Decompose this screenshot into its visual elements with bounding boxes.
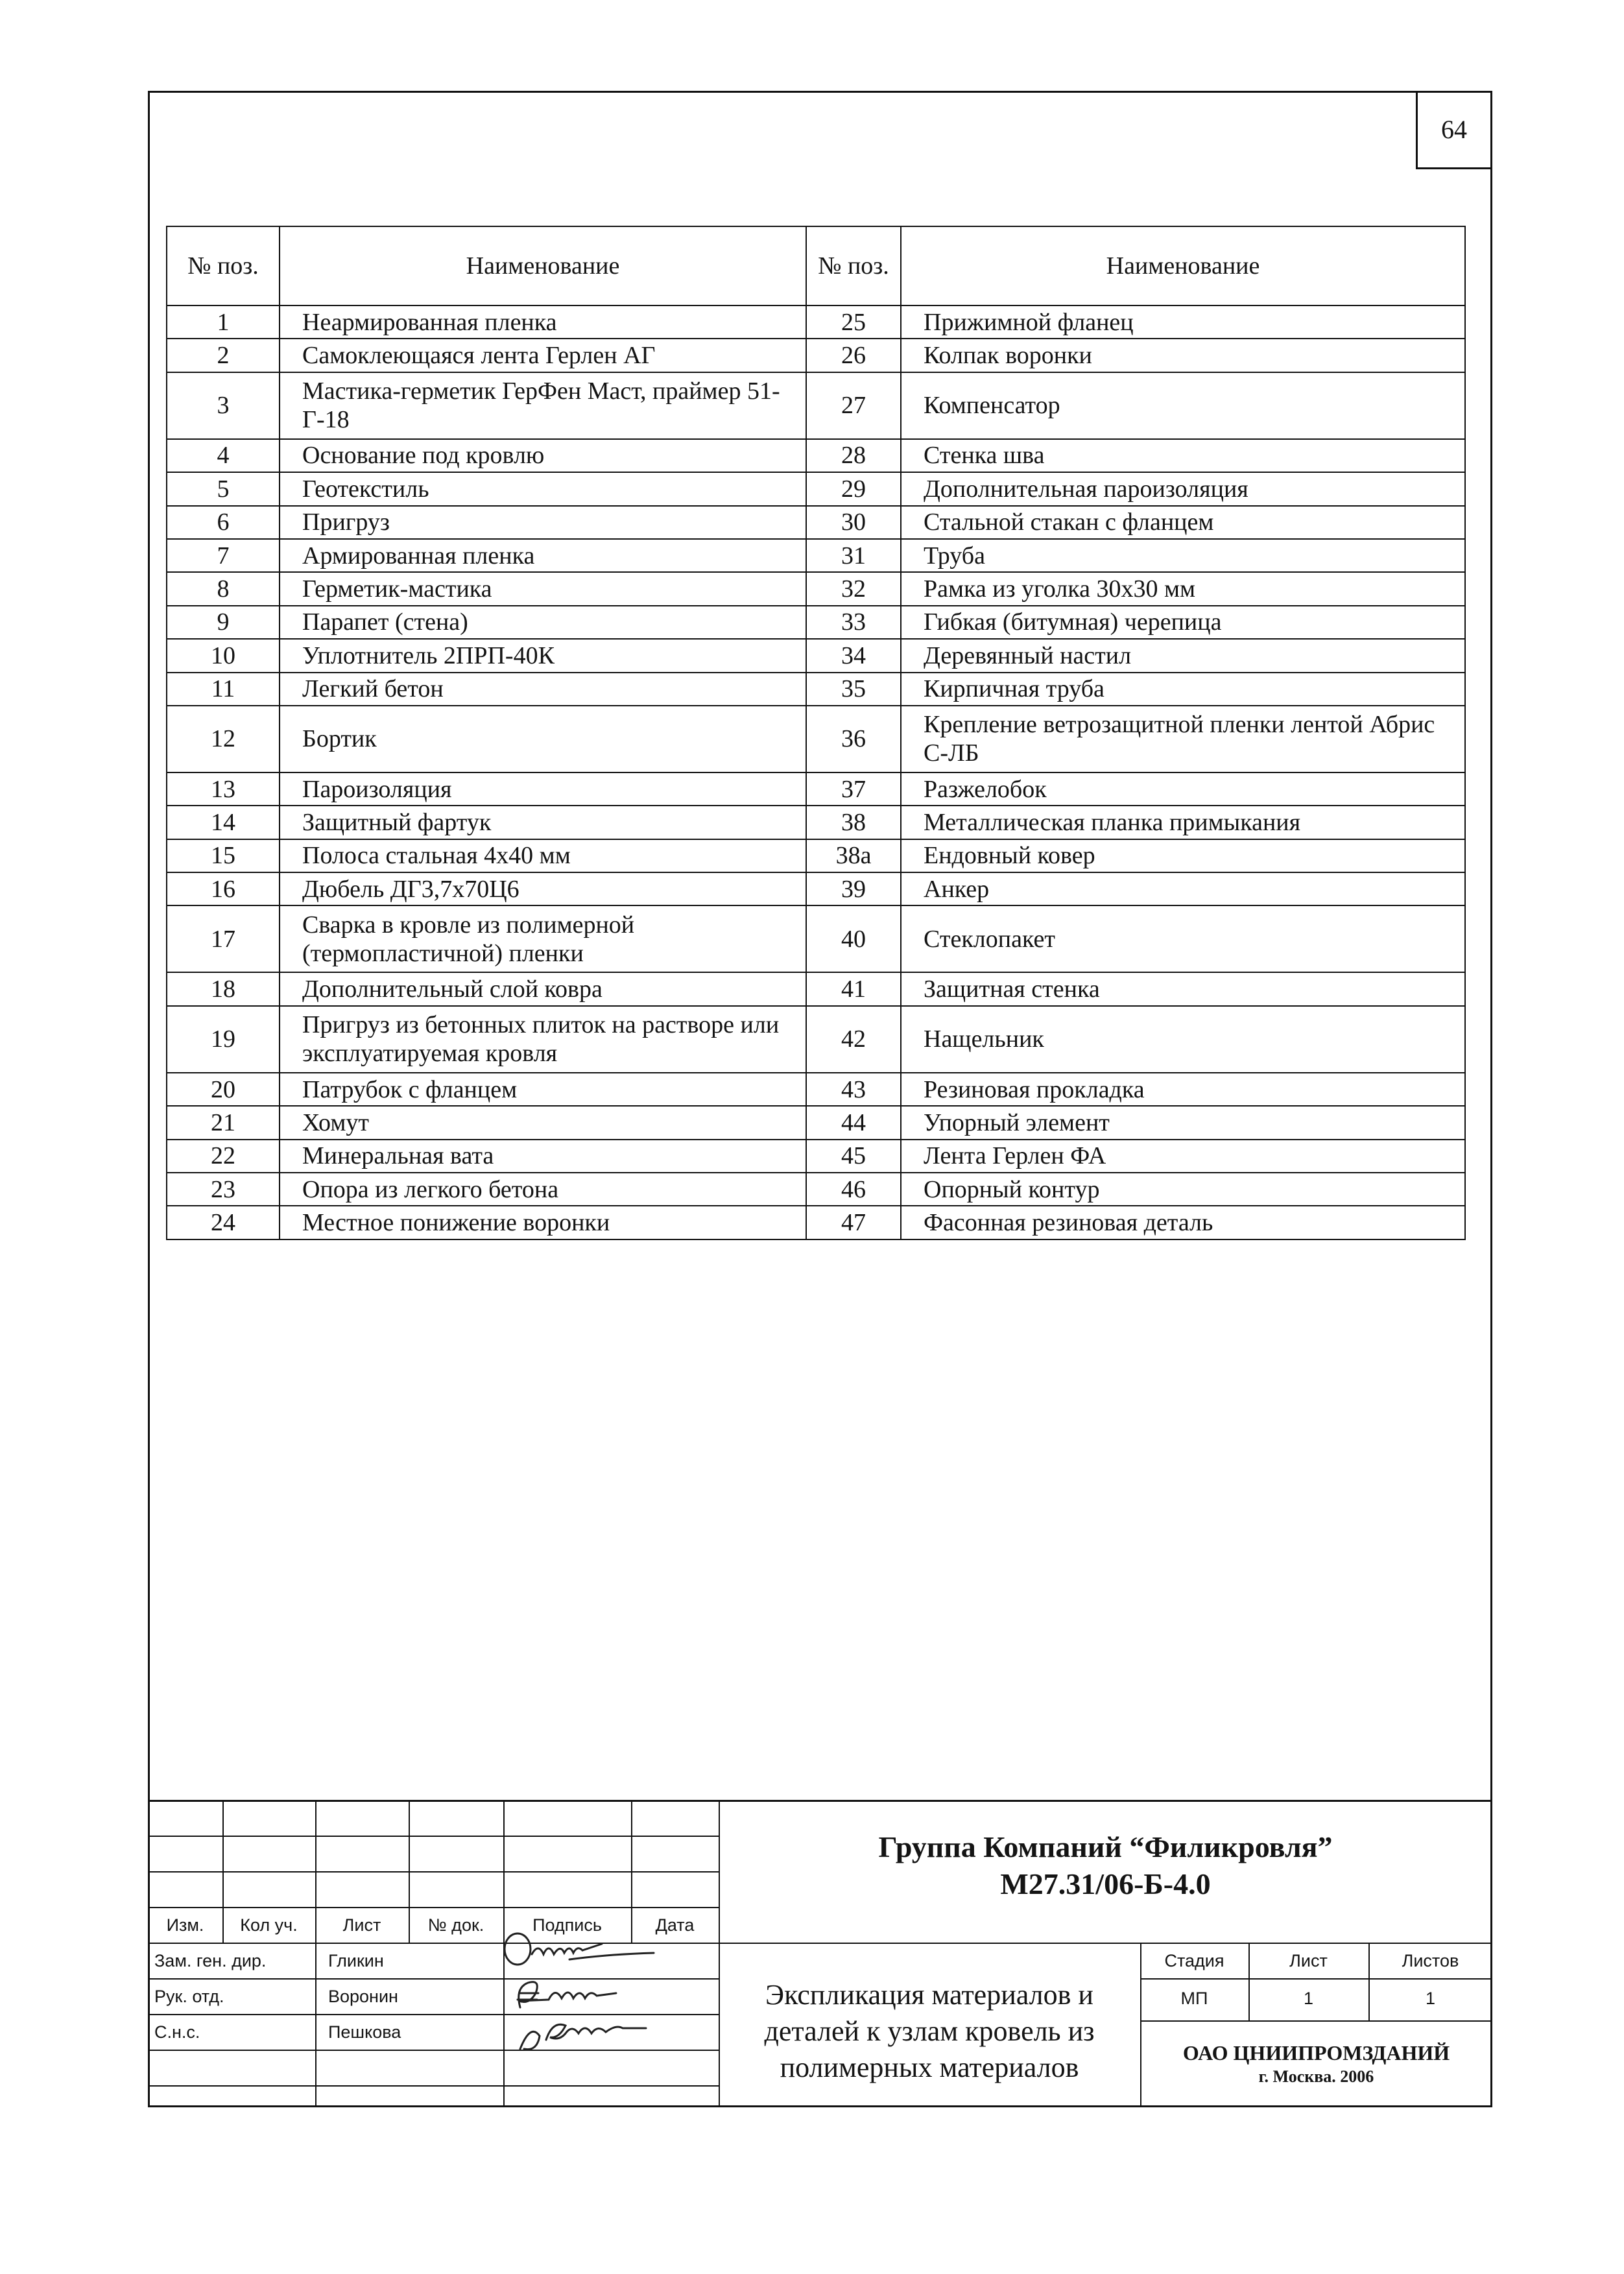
organization — [1140, 2020, 1492, 2107]
table-row — [167, 1173, 1465, 1206]
item-name: Резиновая прокладка — [901, 1073, 1465, 1106]
position-number: 1 — [167, 305, 280, 339]
position-number: 42 — [806, 1006, 901, 1073]
table-row — [167, 1006, 1465, 1073]
item-name: Легкий бетон — [280, 673, 806, 706]
position-number: 46 — [806, 1173, 901, 1206]
table-row — [167, 372, 1465, 439]
role-ruk-otd: Рук. отд. — [154, 1987, 224, 2006]
table-row — [167, 706, 1465, 772]
col-kol-uch: Кол уч. — [240, 1915, 298, 1935]
item-name: Неармированная пленка — [280, 305, 806, 339]
position-number: 44 — [806, 1106, 901, 1139]
item-name: Анкер — [901, 872, 1465, 905]
table-row — [167, 639, 1465, 672]
item-name: Прижимной фланец — [901, 305, 1465, 339]
sheet-description — [719, 1956, 1140, 2107]
signature-glikin — [505, 1933, 654, 1965]
position-number: 16 — [167, 872, 280, 905]
position-number: 37 — [806, 772, 901, 806]
position-number: 32 — [806, 572, 901, 605]
col-izm: Изм. — [166, 1915, 204, 1935]
header-name-left: Наименование — [280, 226, 806, 305]
table-row — [167, 572, 1465, 605]
position-number: 24 — [167, 1206, 280, 1239]
item-name: Крепление ветрозащитной пленки лентой Абрис С-ЛБ — [901, 706, 1465, 772]
position-number: 23 — [167, 1173, 280, 1206]
name-glikin: Гликин — [328, 1951, 384, 1970]
item-name: Патрубок с фланцем — [280, 1073, 806, 1106]
table-row — [167, 506, 1465, 539]
position-number: 10 — [167, 639, 280, 672]
position-number: 26 — [806, 339, 901, 372]
item-name: Мастика-герметик ГерФен Маст, праймер 51-Г-18 — [280, 372, 806, 439]
sheets-label: Листов — [1402, 1951, 1459, 1970]
item-name: Полоса стальная 4х40 мм — [280, 839, 806, 872]
table-row — [167, 839, 1465, 872]
item-name: Ендовный ковер — [901, 839, 1465, 872]
position-number: 8 — [167, 572, 280, 605]
item-name: Геотекстиль — [280, 472, 806, 505]
item-name: Стенка шва — [901, 439, 1465, 472]
position-number: 6 — [167, 506, 280, 539]
signatures — [492, 1930, 699, 2053]
table-row — [167, 439, 1465, 472]
item-name: Дюбель ДГ3,7х70Ц6 — [280, 872, 806, 905]
position-number: 18 — [167, 972, 280, 1005]
table-row — [167, 1106, 1465, 1139]
signature-voronin — [518, 1982, 616, 2007]
description-line: Экспликация материалов и — [765, 1979, 1093, 2011]
name-peshkova: Пешкова — [328, 2022, 401, 2042]
org-city: г. Москва. 2006 — [1258, 2067, 1374, 2086]
position-number: 11 — [167, 673, 280, 706]
item-name: Дополнительная пароизоляция — [901, 472, 1465, 505]
signature-peshkova — [520, 2024, 646, 2049]
position-number: 40 — [806, 905, 901, 972]
page-number: 64 — [1416, 91, 1490, 169]
item-name: Уплотнитель 2ПРП-40К — [280, 639, 806, 672]
table-row — [167, 472, 1465, 505]
position-number: 29 — [806, 472, 901, 505]
item-name: Бортик — [280, 706, 806, 772]
item-name: Сварка в кровле из полимерной (термопластичной) пленки — [280, 905, 806, 972]
position-number: 7 — [167, 539, 280, 572]
item-name: Опорный контур — [901, 1173, 1465, 1206]
document-code: М27.31/06-Б-4.0 — [1000, 1867, 1211, 1900]
table-row — [167, 305, 1465, 339]
position-number: 31 — [806, 539, 901, 572]
org-name: ОАО ЦНИИПРОМЗДАНИЙ — [1182, 2041, 1450, 2065]
item-name: Минеральная вата — [280, 1140, 806, 1173]
item-name: Труба — [901, 539, 1465, 572]
position-number: 22 — [167, 1140, 280, 1173]
position-number: 45 — [806, 1140, 901, 1173]
position-number: 17 — [167, 905, 280, 972]
item-name: Местное понижение воронки — [280, 1206, 806, 1239]
item-name: Стеклопакет — [901, 905, 1465, 972]
item-name: Гибкая (битумная) черепица — [901, 606, 1465, 639]
position-number: 28 — [806, 439, 901, 472]
name-voronin: Воронин — [328, 1987, 398, 2006]
header-name-right: Наименование — [901, 226, 1465, 305]
position-number: 33 — [806, 606, 901, 639]
item-name: Пригруз — [280, 506, 806, 539]
stage-value: МП — [1180, 1989, 1208, 2008]
table-row — [167, 872, 1465, 905]
table-row — [167, 539, 1465, 572]
position-number: 43 — [806, 1073, 901, 1106]
item-name: Защитный фартук — [280, 806, 806, 839]
explication-table — [166, 226, 1466, 1240]
position-number: 27 — [806, 372, 901, 439]
item-name: Колпак воронки — [901, 339, 1465, 372]
table-row — [167, 905, 1465, 972]
table-header-row — [167, 226, 1465, 305]
item-name: Армированная пленка — [280, 539, 806, 572]
table-row — [167, 606, 1465, 639]
item-name: Пароизоляция — [280, 772, 806, 806]
col-no-dok: № док. — [427, 1915, 484, 1935]
position-number: 38а — [806, 839, 901, 872]
position-number: 35 — [806, 673, 901, 706]
item-name: Рамка из уголка 30х30 мм — [901, 572, 1465, 605]
position-number: 38 — [806, 806, 901, 839]
item-name: Хомут — [280, 1106, 806, 1139]
position-number: 15 — [167, 839, 280, 872]
position-number: 25 — [806, 305, 901, 339]
item-name: Самоклеющаяся лента Герлен АГ — [280, 339, 806, 372]
description-line: полимерных материалов — [780, 2052, 1079, 2083]
item-name: Парапет (стена) — [280, 606, 806, 639]
item-name: Металлическая планка примыкания — [901, 806, 1465, 839]
table-row — [167, 972, 1465, 1005]
position-number: 34 — [806, 639, 901, 672]
position-number: 39 — [806, 872, 901, 905]
position-number: 41 — [806, 972, 901, 1005]
item-name: Дополнительный слой ковра — [280, 972, 806, 1005]
item-name: Пригруз из бетонных плиток на растворе или эксплуатируемая кровля — [280, 1006, 806, 1073]
header-pos-right: № поз. — [806, 226, 901, 305]
col-podpis: Подпись — [532, 1915, 602, 1935]
position-number: 19 — [167, 1006, 280, 1073]
item-name: Кирпичная труба — [901, 673, 1465, 706]
position-number: 47 — [806, 1206, 901, 1239]
role-sns: С.н.с. — [154, 2022, 200, 2042]
header-pos-left: № поз. — [167, 226, 280, 305]
item-name: Стальной стакан с фланцем — [901, 506, 1465, 539]
position-number: 2 — [167, 339, 280, 372]
position-number: 9 — [167, 606, 280, 639]
col-data: Дата — [655, 1915, 695, 1935]
position-number: 20 — [167, 1073, 280, 1106]
item-name: Деревянный настил — [901, 639, 1465, 672]
position-number: 13 — [167, 772, 280, 806]
position-number: 3 — [167, 372, 280, 439]
position-number: 12 — [167, 706, 280, 772]
item-name: Фасонная резиновая деталь — [901, 1206, 1465, 1239]
table-row — [167, 1206, 1465, 1239]
position-number: 30 — [806, 506, 901, 539]
table-row — [167, 339, 1465, 372]
table-row — [167, 1140, 1465, 1173]
item-name: Защитная стенка — [901, 972, 1465, 1005]
stage-label: Стадия — [1164, 1951, 1224, 1970]
sheet-value: 1 — [1303, 1989, 1314, 2008]
company-name: Группа Компаний “Филикровля” — [878, 1830, 1333, 1863]
item-name: Нащельник — [901, 1006, 1465, 1073]
item-name: Герметик-мастика — [280, 572, 806, 605]
role-zam-gen-dir: Зам. ген. дир. — [154, 1951, 267, 1970]
sheets-value: 1 — [1425, 1989, 1436, 2008]
position-number: 14 — [167, 806, 280, 839]
position-number: 36 — [806, 706, 901, 772]
item-name: Опора из легкого бетона — [280, 1173, 806, 1206]
item-name: Упорный элемент — [901, 1106, 1465, 1139]
table-row — [167, 806, 1465, 839]
item-name: Разжелобок — [901, 772, 1465, 806]
item-name: Лента Герлен ФА — [901, 1140, 1465, 1173]
position-number: 21 — [167, 1106, 280, 1139]
table-row — [167, 673, 1465, 706]
position-number: 5 — [167, 472, 280, 505]
item-name: Компенсатор — [901, 372, 1465, 439]
description-line: деталей к узлам кровель из — [764, 2015, 1095, 2047]
col-list: Лист — [342, 1915, 381, 1935]
sheet-label: Лист — [1289, 1951, 1328, 1970]
item-name: Основание под кровлю — [280, 439, 806, 472]
table-row — [167, 772, 1465, 806]
position-number: 4 — [167, 439, 280, 472]
title-block — [148, 1800, 1492, 2107]
table-row — [167, 1073, 1465, 1106]
